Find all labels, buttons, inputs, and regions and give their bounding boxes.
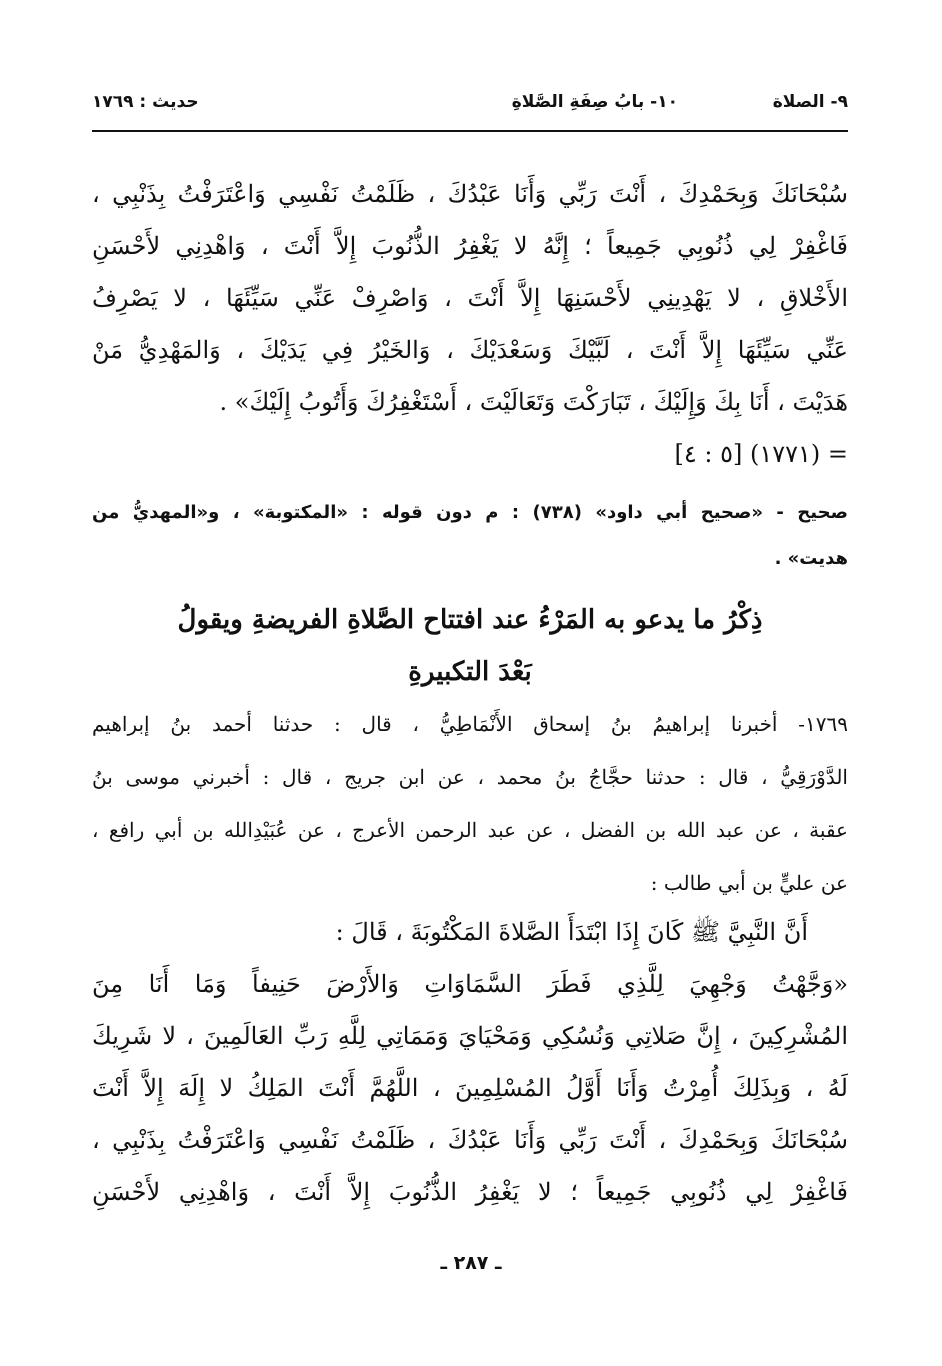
page-header — [92, 86, 848, 126]
matn-line: سُبْحَانَكَ وَبِحَمْدِكَ ، أَنْتَ رَبِّي وَأَنَا عَبْدُكَ ، ظَلَمْتُ نَفْسِي وَاعْتَرَفْتُ بِذَنْبِي ، — [92, 1126, 848, 1154]
chapter-title: ٩- الصلاة — [772, 92, 848, 112]
grading-note — [92, 490, 848, 582]
isnad-chain — [92, 698, 848, 910]
continued-hadith-text — [92, 168, 848, 480]
section-title: ١٠- بابُ صِفَةِ الصَّلاةِ — [511, 92, 678, 112]
isnad-line: الدَّوْرَقِيُّ ، قال : حدثنا حجَّاجُ بنُ محمد ، عن ابن جريج ، قال : أخبرني موسى بنُ — [92, 765, 848, 789]
isnad-line: عن عليٍّ بن أبي طالب : — [650, 871, 848, 895]
grading-line: هديت» . — [774, 548, 848, 569]
matn-text — [92, 906, 848, 1218]
chapter-heading — [92, 594, 848, 698]
text-line: عَنِّي سَيِّئَهَا إِلاَّ أَنْتَ ، لَبَّيْكَ وَسَعْدَيْكَ ، وَالخَيْرُ فِي يَدَيْكَ ، وَالمَهْدِيُّ مَنْ — [92, 336, 848, 364]
hadith-reference: حديث : ١٧٦٩ — [92, 92, 199, 112]
cross-reference: = (١٧٧١) [٥ : ٤] — [674, 440, 848, 468]
matn-line: فَاغْفِرْ لِي ذُنُوبِي جَمِيعاً ؛ لا يَغْفِرُ الذُّنُوبَ إِلاَّ أَنْتَ ، وَاهْدِنِي لأَحْسَنِ — [92, 1178, 848, 1206]
page-number: ـ ٢٨٧ ـ — [440, 1252, 502, 1274]
matn-line: «وَجَّهْتُ وَجْهِيَ لِلَّذِي فَطَرَ السَّمَاوَاتِ وَالأَرْضَ حَنِيفاً وَمَا أَنَا مِنَ — [92, 970, 848, 998]
matn-intro: أَنَّ النَّبِيَّ ﷺ كَانَ إِذَا ابْتَدَأَ الصَّلاةَ المَكْتُوبَةَ ، قَالَ : — [335, 918, 808, 946]
grading-line: صحيح - «صحيح أبي داود» (٧٣٨) : م دون قوله : «المكتوبة» ، و«المهديُّ من — [92, 502, 848, 523]
heading-line: بَعْدَ التكبيرةِ — [408, 657, 532, 687]
matn-line: المُشْرِكِينَ ، إِنَّ صَلاتِي وَنُسُكِي وَمَحْيَايَ وَمَمَاتِي لِلَّهِ رَبِّ العَالَمِينَ ، لا شَرِيكَ — [92, 1022, 848, 1050]
heading-line: ذِكْرُ ما يدعو به المَرْءُ عند افتتاح الصَّلاةِ الفريضةِ ويقولُ — [177, 605, 763, 635]
matn-line: لَهُ ، وَبِذَلِكَ أُمِرْتُ وَأَنَا أَوَّلُ المُسْلِمِينَ ، اللَّهُمَّ أَنْتَ المَلِكُ لا إِلَهَ إِلاَّ أَنْتَ — [92, 1074, 848, 1102]
isnad-line: ١٧٦٩- أخبرنا إبراهيمُ بنُ إسحاق الأَنْمَاطِيُّ ، قال : حدثنا أحمد بنُ إبراهيم — [92, 712, 848, 736]
text-line: الأَخْلاقِ ، لا يَهْدِينِي لأَحْسَنِهَا إِلاَّ أَنْتَ ، وَاصْرِفْ عَنِّي سَيِّئَهَا ، لا يَصْرِفُ — [92, 284, 848, 312]
isnad-line: عقبة ، عن عبد الله بن الفضل ، عن عبد الرحمن الأعرج ، عن عُبَيْدِالله بن أبي رافع ، — [92, 818, 848, 842]
header-divider — [92, 130, 848, 132]
text-line: فَاغْفِرْ لِي ذُنُوبِي جَمِيعاً ؛ إِنَّهُ لا يَغْفِرُ الذُّنُوبَ إِلاَّ أَنْتَ ، وَاهْدِنِي لأَحْسَنِ — [92, 232, 848, 260]
text-line: سُبْحَانَكَ وَبِحَمْدِكَ ، أَنْتَ رَبِّي وَأَنَا عَبْدُكَ ، ظَلَمْتُ نَفْسِي وَاعْتَرَفْتُ بِذَنْبِي ، — [92, 180, 848, 208]
text-line: هَدَيْتَ ، أَنَا بِكَ وَإِلَيْكَ ، تَبَارَكْتَ وَتَعَالَيْتَ ، أَسْتَغْفِرُكَ وَأَتُوبُ إِلَيْكَ» . — [219, 388, 848, 416]
